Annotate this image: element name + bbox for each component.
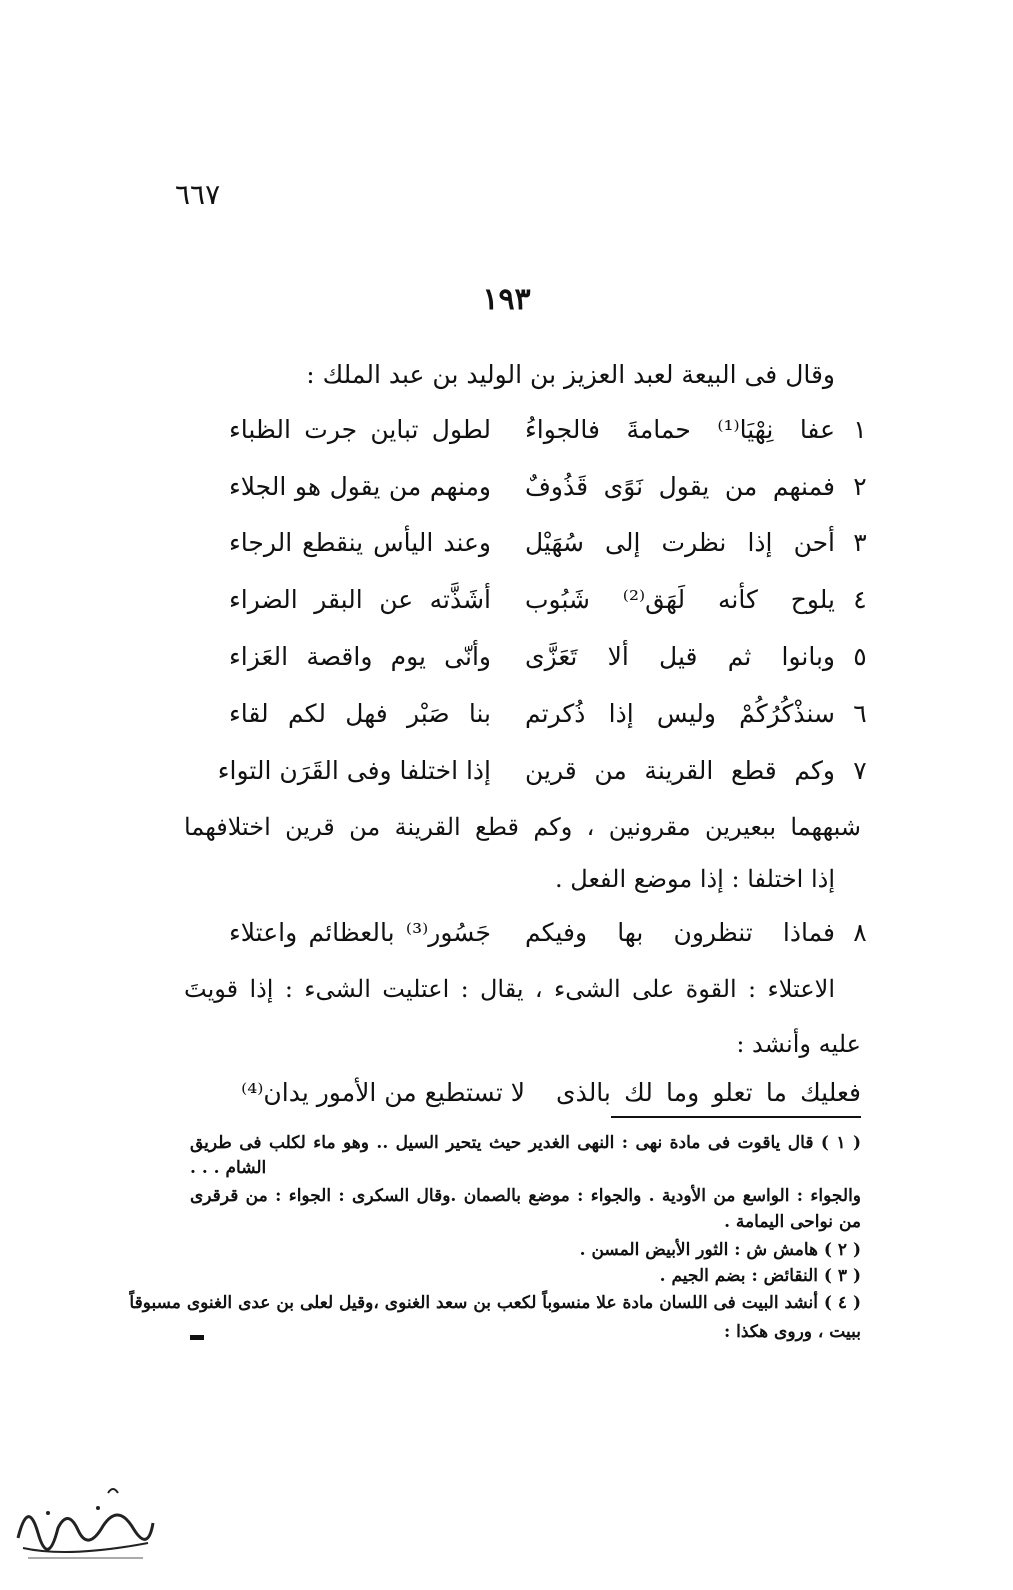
footnote-1-line-1: ( ١ ) قال ياقوت فى مادة نهى : النهى الغدير حيث يتحير السيل .. وهو ماء لكلب فى طريق: [190, 1133, 861, 1153]
verse-second-hemistich: إذا اختلفا وفى القَرَن التواء: [217, 756, 491, 785]
verse-1: [0, 415, 1013, 459]
ink-mark: [190, 1335, 204, 1340]
verse-7: [0, 756, 1013, 800]
verse-second-hemistich: وأنّى يوم واقصة العَزاء: [229, 642, 491, 671]
commentary-7-line-1: شبههما ببعيرين مقرونين ، وكم قطع القرينة من قرين اختلافهما: [184, 813, 861, 841]
verse-number: ٢: [853, 472, 867, 501]
verse-second-hemistich: جَسُور⁽³⁾ بالعظائم واعتلاء: [229, 918, 491, 947]
footnote-1-line-4: من نواحى اليمامة .: [724, 1212, 861, 1232]
verse-6: [0, 699, 1013, 743]
commentary-8-line-1: الاعتلاء : القوة على الشىء ، يقال : اعتليت الشىء : إذا قويتَ: [184, 975, 835, 1003]
verse-second-hemistich: أشَذَّته عن البقر الضراء: [229, 585, 491, 614]
footnote-divider: [611, 1116, 861, 1118]
verse-first-hemistich: وبانوا ثم قيل ألا تَعَزَّى: [525, 642, 835, 671]
commentary-7-line-2: إذا اختلفا : إذا موضع الفعل .: [555, 865, 835, 893]
verse-first-hemistich: عفا نِهْيَا⁽¹⁾ حمامةَ فالجواءُ: [525, 415, 835, 444]
verse-number: ٥: [853, 642, 867, 671]
quoted-first-hemistich: فعليك ما تعلو وما لك بالذى: [556, 1078, 861, 1107]
verse-first-hemistich: وكم قطع القرينة من قرين: [525, 756, 835, 785]
footnote-2: ( ٢ ) هامش ش : الثور الأبيض المسن .: [579, 1240, 861, 1260]
verse-number: ٤: [853, 585, 867, 614]
verse-8: [0, 918, 1013, 962]
verse-second-hemistich: وعند اليأس ينقطع الرجاء: [229, 528, 491, 557]
verse-second-hemistich: لطول تباين جرت الظباء: [229, 415, 491, 444]
verse-number: ٣: [853, 528, 867, 557]
footnote-1-line-3: والجواء : الواسع من الأودية . والجواء : موضع بالصمان .وقال السكرى : الجواء : من قرقرى: [190, 1186, 861, 1206]
verse-number: ٧: [853, 756, 867, 785]
verse-number: ١: [853, 415, 867, 444]
commentary-8-line-2: عليه وأنشد :: [736, 1030, 861, 1058]
verse-4: [0, 585, 1013, 629]
verse-first-hemistich: سنذْكُرُكُمْ وليس إذا ذُكرتم: [525, 699, 835, 728]
footnote-1-line-2: الشام . . .: [190, 1158, 267, 1178]
verse-first-hemistich: فمنهم من يقول نَوًى قَذُوفٌ: [525, 472, 835, 501]
page-number: ٦٦٧: [175, 178, 221, 211]
footnote-4-line-2: ببيت ، وروى هكذا :: [723, 1322, 861, 1342]
poem-intro: وقال فى البيعة لعبد العزيز بن الوليد بن عبد الملك :: [306, 360, 835, 389]
footnote-4-line-1: ( ٤ ) أنشد البيت فى اللسان مادة علا منسوباً لكعب بن سعد الغنوى ،وقيل لعلى بن عدى الغنوى مسبوقاً: [129, 1293, 861, 1313]
verse-first-hemistich: يلوح كأنه لَهَق⁽²⁾ شَبُوب: [525, 585, 835, 614]
verse-number: ٦: [853, 699, 867, 728]
verse-first-hemistich: فماذا تنظرون بها وفيكم: [525, 918, 835, 947]
footnote-3: ( ٣ ) النقائض : بضم الجيم .: [659, 1266, 861, 1286]
verse-3: [0, 528, 1013, 572]
verse-5: [0, 642, 1013, 686]
quoted-verse: [0, 1078, 1013, 1122]
verse-second-hemistich: ومنهم من يقول هو الجلاء: [229, 472, 491, 501]
library-stamp-logo: [8, 1478, 158, 1568]
poem-number: ١٩٣: [482, 282, 531, 317]
verse-first-hemistich: أحن إذا نظرت إلى سُهَيْل: [525, 528, 835, 557]
quoted-second-hemistich: لا تستطيع من الأمور يدان⁽⁴⁾: [241, 1078, 525, 1107]
verse-second-hemistich: بنا صَبْر فهل لكم لقاء: [229, 699, 491, 728]
verse-number: ٨: [853, 918, 867, 947]
verse-2: [0, 472, 1013, 516]
